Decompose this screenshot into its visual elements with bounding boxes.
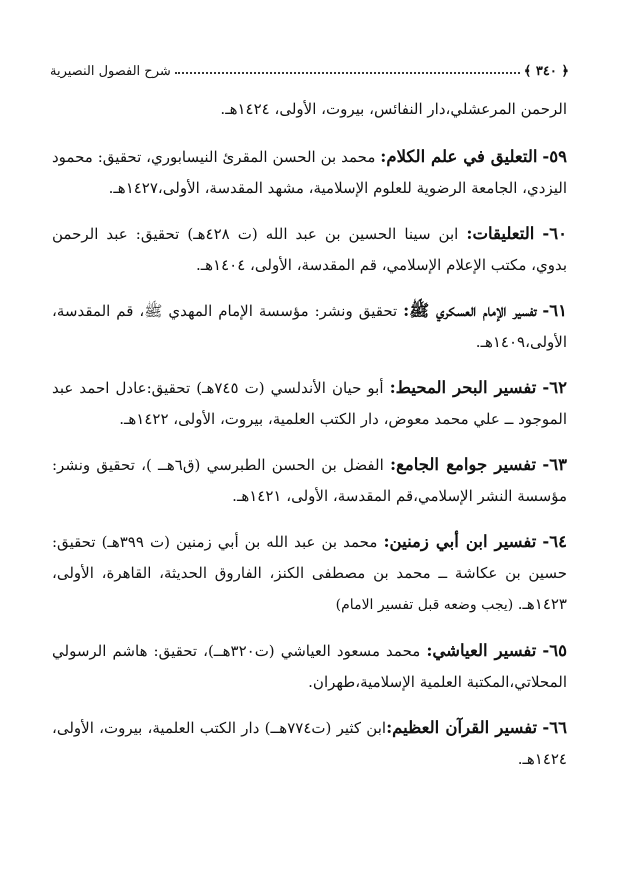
entry-title: تفسير الإمام العسكري ﷺ: <box>403 301 537 320</box>
entry-number: ٦٣- <box>542 455 567 474</box>
continued-entry-text: الرحمن المرعشلي،دار النفائس، بيروت، الأولى، ١٤٢٤هـ. <box>220 100 567 118</box>
bibliography-entry <box>52 295 567 358</box>
entry-number: ٦٤- <box>542 532 567 551</box>
entry-number: ٦٥- <box>542 641 568 660</box>
bibliography-entry <box>52 635 567 698</box>
bibliography-entry <box>52 712 567 775</box>
entry-title: تفسير جوامع الجامع: <box>390 455 537 474</box>
entry-number: ٦٢- <box>542 378 567 397</box>
entry-text: ابن كثير (ت٧٧٤هــ) دار الكتب العلمية، بيروت، الأولى، ١٤٢٤هـ. <box>52 719 567 768</box>
page-body <box>52 94 567 789</box>
entry-number: ٥٩- <box>542 147 567 166</box>
entry-number: ٦١- <box>542 301 567 320</box>
entry-text: أبو حيان الأندلسي (ت ٧٤٥هـ) تحقيق:عادل احمد عبد الموجود ــ علي محمد معوض، دار الكتب العلمية، بيروت، الأولى، ١٤٢٢هـ. <box>52 379 567 428</box>
running-title: شرح الفصول النصيرية <box>50 63 171 79</box>
bibliography-entry <box>52 449 567 512</box>
bibliography-entry <box>52 141 567 204</box>
entry-title: تفسير العياشي: <box>426 641 537 660</box>
entry-number: ٦٦- <box>542 718 567 737</box>
entry-text: ابن سينا الحسين بن عبد الله (ت ٤٢٨هـ) تحقيق: عبد الرحمن بدوي، مكتب الإعلام الإسلامي، قم المقدسة، الأولى، ١٤٠٤هـ. <box>52 225 567 274</box>
entry-title: تفسير القرآن العظيم: <box>386 718 538 737</box>
entry-text: محمد بن الحسن المقرئ النيسابوري، تحقيق: محمود اليزدي، الجامعة الرضوية للعلوم الإسلامية، مشهد المقدسة، الأولى،١٤٢٧هـ. <box>52 148 567 197</box>
header-dotted-leader <box>175 72 520 74</box>
page-header <box>50 60 569 82</box>
entry-title: التعليق في علم الكلام: <box>380 147 538 166</box>
page-number: ﴿ ٣٤٠ ﴾ <box>523 63 569 79</box>
entry-text: محمد مسعود العياشي (ت٣٢٠هــ)، تحقيق: هاشم الرسولي المحلاتي،المكتبة العلمية الإسلامية،طهران. <box>52 642 567 691</box>
entry-text: تحقيق ونشر: مؤسسة الإمام المهدي ﷺ، قم المقدسة، الأولى،١٤٠٩هـ. <box>52 302 567 351</box>
bibliography-entry <box>52 372 567 435</box>
bibliography-entry <box>52 218 567 281</box>
entry-text: محمد بن عبد الله بن أبي زمنين (ت ٣٩٩هـ) تحقيق: حسين بن عكاشة ــ محمد بن مصطفى الكنز، الفاروق الحديثة، القاهرة، الأولى، ١٤٢٣هـ. <box>52 533 567 613</box>
entry-number: ٦٠- <box>542 224 567 243</box>
entry-title: تفسير البحر المحيط: <box>389 378 537 397</box>
entry-editor-note: (يجب وضعه قبل تفسير الامام) <box>335 597 518 613</box>
bibliography-entry <box>52 526 567 621</box>
entry-text: الفضل بن الحسن الطبرسي (ق٦هــ )، تحقيق ونشر: مؤسسة النشر الإسلامي،قم المقدسة، الأولى، ١٤٢١هـ. <box>52 456 567 505</box>
entry-title: تفسير ابن أبي زمنين: <box>383 532 537 551</box>
entry-title: التعليقات: <box>466 224 535 243</box>
